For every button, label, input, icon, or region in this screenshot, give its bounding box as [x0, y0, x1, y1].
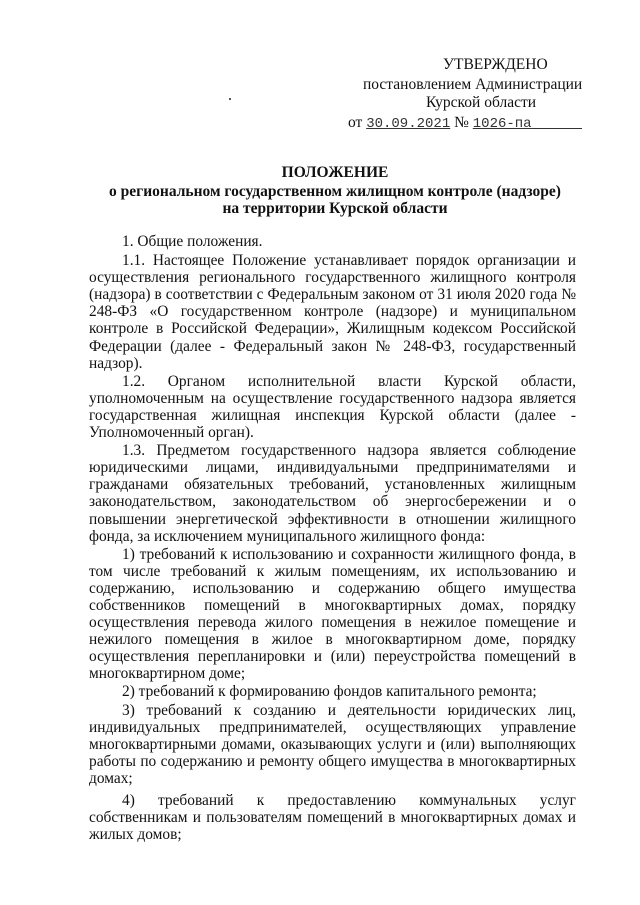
section-heading: 1. Общие положения. — [122, 233, 263, 250]
approval-region: Курской области — [426, 94, 537, 111]
list-item-3: 3) требований к созданию и деятельности юридических лиц, индивидуальных предпринимателей, осуществляющих управление многоквартирными домами, оказывающих услуги и (или) выполняющих работы по содержанию и ремонту общего имущества в многоквартирных домах; — [89, 701, 576, 787]
approval-heading: УТВЕРЖДЕНО — [443, 56, 548, 73]
decree-date: 30.09.2021 — [366, 116, 451, 132]
list-item-2: 2) требований к формированию фондов капитального ремонта; — [122, 683, 537, 701]
number-underline — [532, 116, 582, 132]
paragraph-1-3: 1.3. Предметом государственного надзора является соблюдение юридическими лицами, индивидуальными предпринимателями и гражданами обязательных требований, установленных жилищным законодательством, законодательством об энергосбережении и о повышении энергетической эффективности в отношении жилищного фонда, за исключением муниципального жилищного фонда: — [89, 442, 576, 545]
approval-dateline — [348, 112, 582, 135]
approval-decree: постановлением Администрации — [363, 76, 583, 93]
paragraph-1-1: 1.1. Настоящее Положение устанавливает порядок организации и осуществления регионального государственного жилищного контроля (надзора) в соответствии с Федеральным законом от 31 июля 2020 года № 248-ФЗ «О государственном контроле (надзоре) и муниципальном контроле в Российской Федерации», Жилищным кодексом Российской Федерации (далее - Федеральный закон № 248-ФЗ, государственный надзор). — [89, 252, 576, 372]
document-subtitle-line1: о региональном государственном жилищном контроле (надзоре) — [109, 183, 561, 200]
number-prefix: № — [454, 114, 469, 131]
date-prefix: от — [348, 114, 363, 131]
decree-number: 1026-па — [472, 116, 532, 132]
document-subtitle-line2: на территории Курской области — [222, 200, 448, 217]
document-title: ПОЛОЖЕНИЕ — [281, 164, 389, 181]
paragraph-1-2: 1.2. Органом исполнительной власти Курской области, уполномоченным на осуществление государственного надзора является государственная жилищная инспекция Курской области (далее - Уполномоченный орган). — [89, 372, 576, 442]
list-item-4: 4) требований к предоставлению коммунальных услуг собственникам и пользователям помещений в многоквартирных домах и жилых домов; — [89, 792, 576, 844]
document-body — [89, 233, 576, 843]
scan-dot — [229, 98, 231, 100]
list-item-1: 1) требований к использованию и сохранности жилищного фонда, в том числе требований к жилым помещениям, их использованию и содержанию, использованию и содержанию общего имущества собственников помещений в многоквартирных домах, порядку осуществления перевода жилого помещения в нежилое помещение и нежилого помещения в жилое в многоквартирном доме, порядку осуществления перепланировки и (или) переустройства помещений в многоквартирном доме; — [89, 545, 576, 683]
